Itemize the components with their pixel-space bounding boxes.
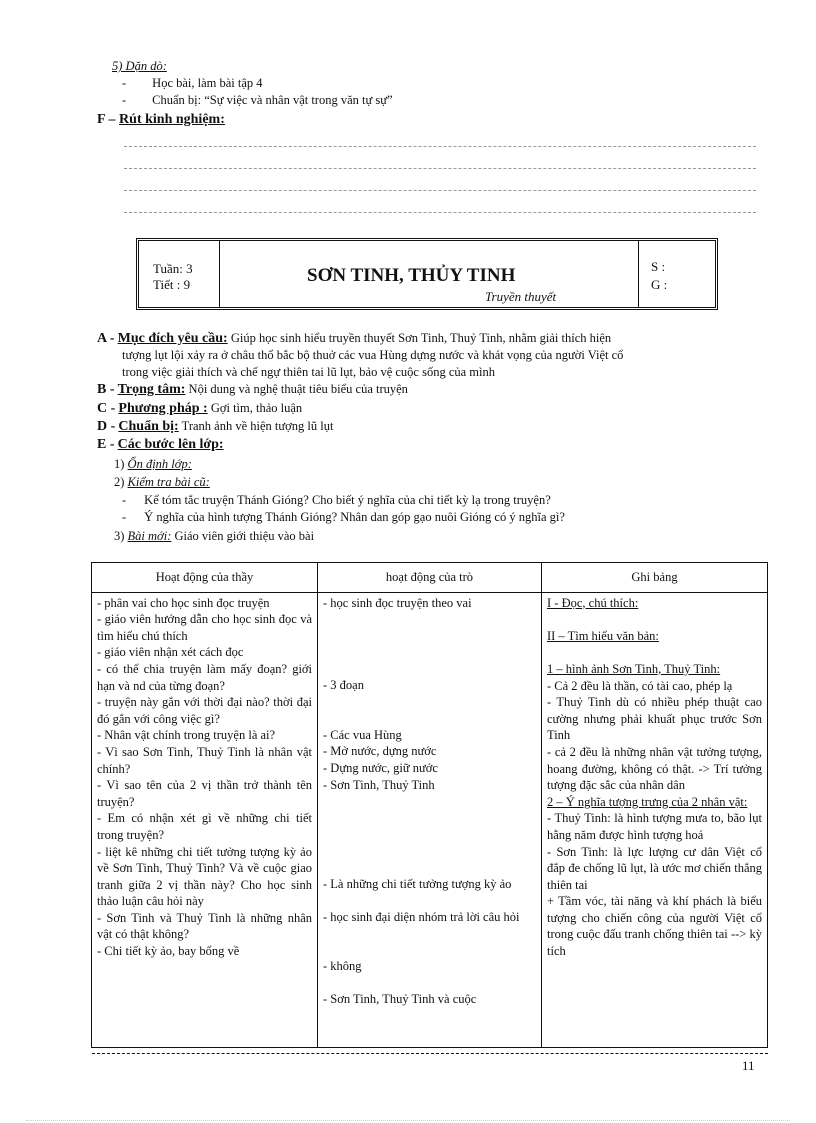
step-3-number: 3) — [114, 529, 125, 543]
student-item: - Mở nước, dựng nước — [323, 744, 437, 759]
homework-item-1: - Học bài, làm bài tập 4 — [122, 76, 263, 90]
teacher-item: - phân vai cho học sinh đọc truyện — [97, 595, 270, 610]
lesson-header-box — [136, 238, 718, 310]
table-header-row — [92, 563, 768, 593]
header-teacher: Hoạt động của thầy — [92, 563, 318, 593]
header-student: hoạt động của trò — [318, 563, 542, 593]
student-item: - Dựng nước, giữ nước — [323, 760, 438, 775]
board-item: + Tầm vóc, tài năng và khí phách là biểu tượng cho chiến công của người Việt cổ trong cuộc đấu tranh chống thiên tai --> kỳ tích — [547, 894, 762, 959]
review-question-2: - Ý nghĩa của hình tượng Thánh Gióng? Nhân dan góp gạo nuôi Gióng có ý nghĩa gì? — [122, 510, 565, 524]
student-item: - không — [323, 959, 362, 974]
review-question-1-text: Kể tóm tắc truyện Thánh Gióng? Cho biết ý nghĩa của chi tiết kỳ lạ trong truyện? — [144, 493, 551, 507]
board-item: 1 – hình ảnh Sơn Tinh, Thuỷ Tinh: — [547, 661, 721, 676]
student-item: - 3 đoạn — [323, 678, 364, 693]
section-d-label: Chuẩn bị: — [118, 419, 179, 434]
step-1 — [114, 457, 192, 472]
section-c — [97, 401, 302, 417]
teacher-item: - truyện này gắn với thời đại nào? thời đại đó gắn với công việc gì? — [97, 695, 312, 726]
notes-line-4 — [124, 212, 756, 213]
student-item: - Sơn Tinh, Thuỷ Tinh — [323, 777, 435, 792]
section-b-label: Trọng tâm: — [117, 382, 186, 397]
student-item: - Là những chi tiết tưởng tượng kỳ ảo — [323, 877, 512, 892]
homework-item-1-text: Học bài, làm bài tập 4 — [152, 76, 263, 90]
s-label: S : — [651, 259, 666, 274]
section-a-text-1: Giúp học sinh hiểu truyền thuyết Sơn Tinh, Thuỷ Tinh, nhằm giải thích hiện — [230, 331, 612, 345]
section-a-prefix: A - — [97, 331, 115, 346]
review-question-1: - Kể tóm tắc truyện Thánh Gióng? Cho biết ý nghĩa của chi tiết kỳ lạ trong truyện? — [122, 493, 551, 507]
week-period-cell — [139, 241, 220, 307]
teacher-item: - Vì sao Sơn Tinh, Thuỷ Tinh là nhân vật chính? — [97, 744, 312, 776]
board-item: - cả 2 đều là những nhân vật tưởng tượng, hoang đường, không có thật. -> Trí tưởng tượng đặc sắc của nhân dân — [547, 744, 762, 793]
section-e-prefix: E - — [97, 437, 115, 452]
teacher-item: - liệt kê những chi tiết tưởng tượng kỳ ảo về Sơn Tinh, Thuỷ Tinh? Và về cuộc giao tranh giữa 2 vị thần này? Cho học sinh thảo luận câu hỏi này — [97, 844, 312, 909]
teacher-item: - có thể chia truyện làm mấy đoạn? giới hạn và nd của từng đoạn? — [97, 661, 312, 693]
period-label: Tiết : 9 — [153, 277, 191, 292]
board-item: - Cả 2 đều là thần, có tài cao, phép lạ — [547, 678, 733, 693]
section-5-heading: 5) Dặn dò: — [112, 59, 167, 73]
page-number: 11 — [742, 1058, 755, 1073]
review-question-2-text: Ý nghĩa của hình tượng Thánh Gióng? Nhân dan góp gạo nuôi Gióng có ý nghĩa gì? — [144, 510, 565, 524]
teacher-column — [92, 592, 318, 1047]
student-item: - học sinh đọc truyện theo vai — [323, 595, 472, 610]
student-item: - Các vua Hùng — [323, 727, 402, 742]
section-d-text: Tranh ảnh về hiện tượng lũ lụt — [181, 419, 334, 433]
teacher-item: - giáo viên hướng dẫn cho học sinh đọc và tìm hiểu chú thích — [97, 612, 312, 643]
section-f-heading — [97, 112, 225, 128]
teacher-item: - Nhân vật chính trong truyện là ai? — [97, 728, 276, 743]
board-item: II – Tìm hiểu văn bản: — [547, 628, 659, 643]
section-e — [97, 437, 224, 453]
step-1-label: Ổn định lớp: — [127, 457, 192, 471]
lesson-activity-table — [91, 562, 768, 1048]
step-3-label: Bài mới: — [127, 529, 172, 543]
teacher-item: - Sơn Tinh và Thuỷ Tinh là những nhân vật có thật không? — [97, 910, 312, 942]
student-item: - Sơn Tinh, Thuỷ Tinh và cuộc — [323, 991, 477, 1006]
section-f-prefix: F – — [97, 112, 116, 127]
section-a — [97, 330, 757, 347]
teacher-item: - Vì sao tên của 2 vị thần trở thành tên truyện? — [97, 778, 312, 809]
section-d — [97, 419, 333, 435]
teacher-item: - Chi tiết kỳ ảo, bay bổng về — [97, 944, 240, 959]
section-b-text: Nội dung và nghệ thuật tiêu biểu của truyện — [188, 382, 408, 396]
section-c-prefix: C - — [97, 401, 116, 416]
teacher-item: - Em có nhận xét gì về những chi tiết trong truyện? — [97, 811, 312, 842]
homework-item-2-text: Chuẩn bị: “Sự việc và nhân vật trong văn tự sự” — [152, 93, 393, 107]
board-item: - Sơn Tinh: là lực lượng cư dân Việt cổ đắp đe chống lũ lụt, là ước mơ chiến thắng thiên tai — [547, 844, 762, 892]
section-d-prefix: D - — [97, 419, 116, 434]
student-column — [318, 592, 542, 1047]
step-3 — [114, 529, 314, 544]
section-b-prefix: B - — [97, 382, 115, 397]
week-label: Tuần: 3 — [153, 261, 193, 276]
step-2 — [114, 475, 210, 490]
section-b — [97, 382, 408, 398]
section-e-label: Các bước lên lớp: — [117, 437, 224, 452]
section-a-text-2: tượng lụt lội xảy ra ở châu thổ bắc bộ thuở các vua Hùng dựng nước và khát vọng của người Việt cổ — [122, 348, 624, 362]
section-a-text-3: trong việc giải thích và chế ngự thiên tai lũ lụt, bảo vệ cuộc sống của mình — [122, 365, 495, 379]
footer-rule — [92, 1053, 768, 1054]
section-c-label: Phương pháp : — [118, 401, 208, 416]
board-item: - Thuỷ Tinh dù có nhiều phép thuật cao cường nhưng phải khuất phục trước Sơn Tinh — [547, 695, 762, 743]
step-2-number: 2) — [114, 475, 125, 489]
lesson-title: SƠN TINH, THỦY TINH — [307, 265, 516, 286]
section-f-label: Rút kinh nghiệm: — [119, 112, 225, 127]
student-item: - học sinh đại diện nhóm trả lời câu hỏi — [323, 909, 520, 924]
page-edge-rule — [26, 1120, 790, 1121]
table-body-row — [92, 592, 768, 1047]
step-1-number: 1) — [114, 457, 125, 471]
step-2-label: Kiểm tra bài cũ: — [127, 475, 210, 489]
section-c-text: Gợi tìm, thảo luận — [210, 401, 303, 415]
notes-line-1 — [124, 146, 756, 147]
section-a-label: Mục đích yêu cầu: — [117, 331, 228, 346]
lesson-subtitle: Truyền thuyết — [485, 289, 557, 304]
board-item: - Thuỷ Tinh: là hình tượng mưa to, bão lụt hằng năm được hình tượng hoá — [547, 811, 762, 842]
notes-line-2 — [124, 168, 756, 169]
board-item: I - Đọc, chú thích: — [547, 595, 639, 610]
step-3-text: Giáo viên giới thiệu vào bài — [174, 529, 315, 543]
g-label: G : — [651, 277, 668, 292]
header-board: Ghi bảng — [542, 563, 768, 593]
date-cell — [638, 241, 715, 307]
board-column — [542, 592, 768, 1047]
board-item: 2 – Ý nghĩa tượng trưng của 2 nhân vật: — [547, 794, 748, 809]
teacher-item: - giáo viên nhận xét cách đọc — [97, 645, 244, 660]
homework-item-2: - Chuẩn bị: “Sự việc và nhân vật trong văn tự sự” — [122, 93, 393, 107]
notes-line-3 — [124, 190, 756, 191]
